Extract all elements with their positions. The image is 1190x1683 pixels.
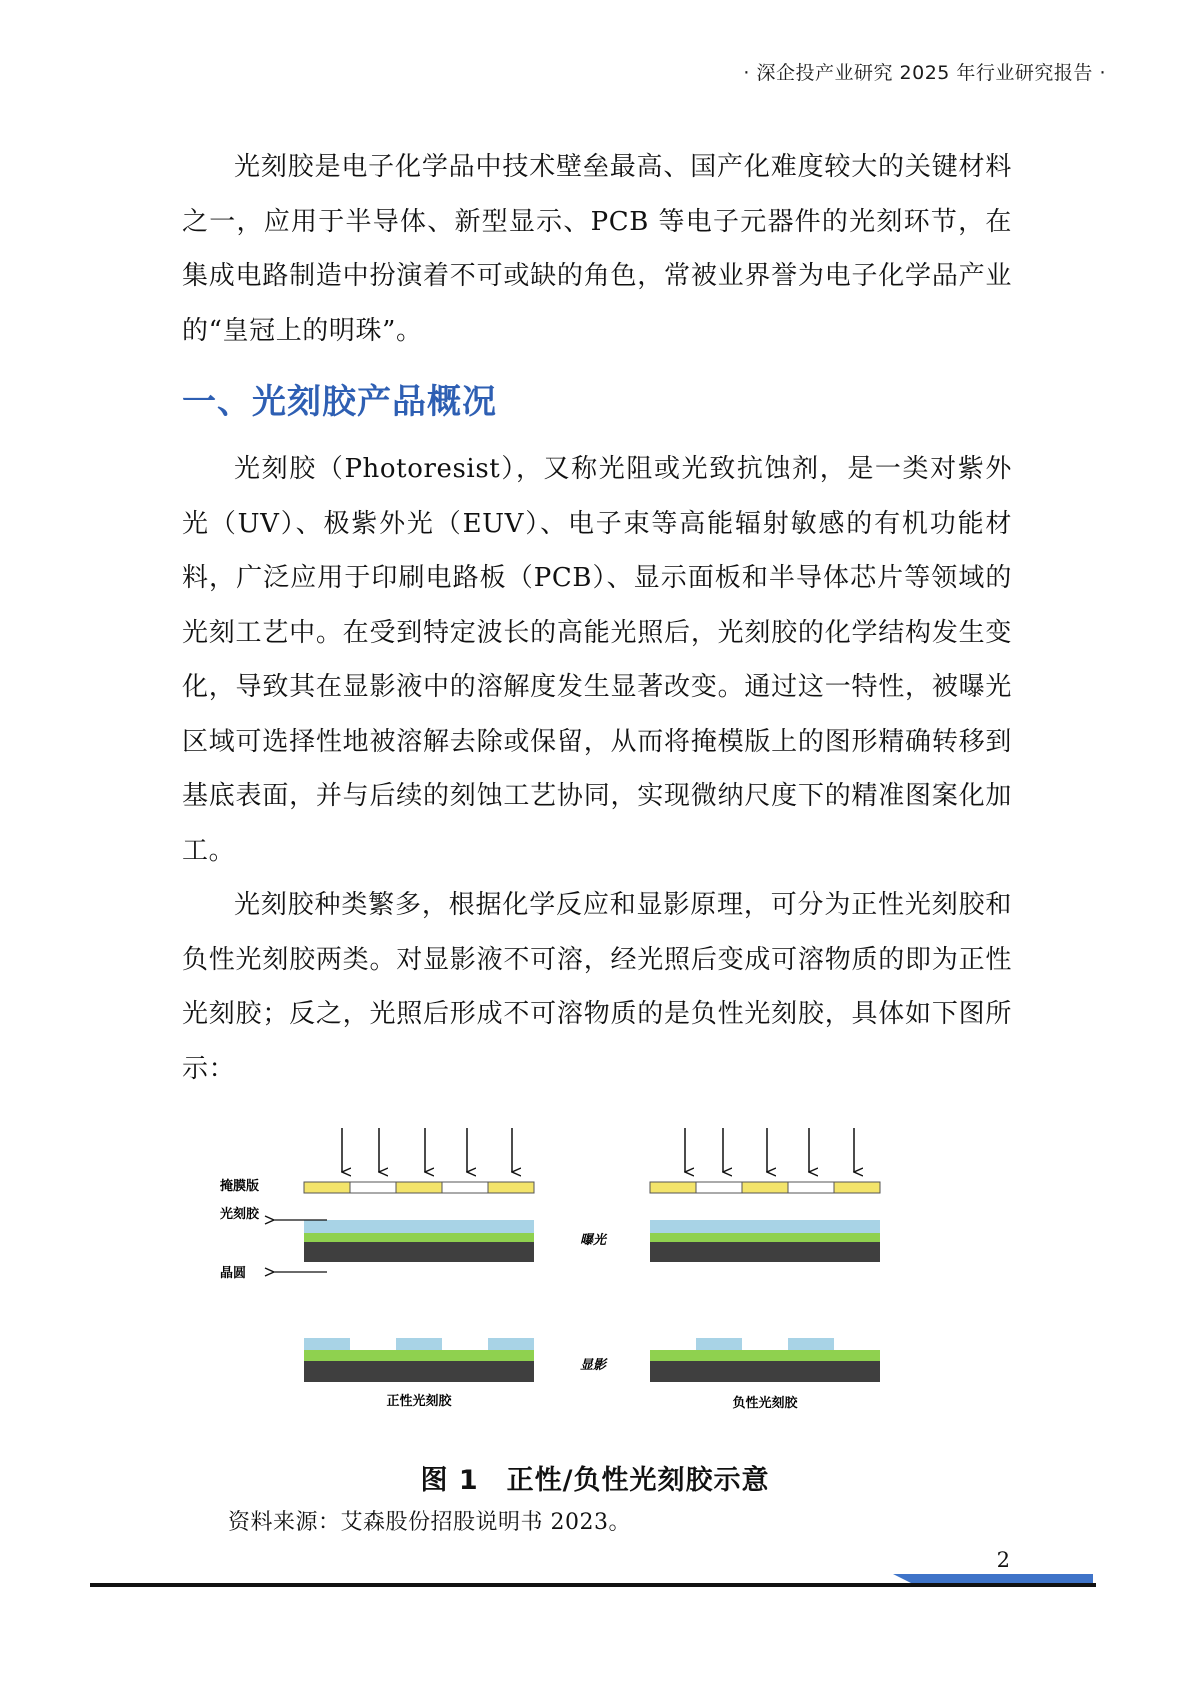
label-wafer: 晶圆 [220, 1266, 247, 1281]
diagram-svg [182, 1120, 977, 1442]
page-number: 2 [996, 1548, 1010, 1572]
label-develop: 显影 [580, 1358, 607, 1373]
definition-paragraph: 光刻胶（Photoresist），又称光阻或光致抗蚀剂，是一类对紫外光（UV）、极紫外光（EUV）、电子束等高能辐射敏感的有机功能材料，广泛应用于印刷电路板（PCB）、显示面板和半导体芯片等领域的光刻工艺中。在受到特定波长的高能光照后，光刻胶的化学结构发生变化，导致其在显影液中的溶解度发生显著改变。通过这一特性，被曝光区域可选择性地被溶解去除或保留，从而将掩模版上的图形精确转移到基底表面，并与后续的刻蚀工艺协同，实现微纳尺度下的精准图案化加工。 [182, 454, 1012, 866]
exposure-stack-positive [304, 1220, 534, 1262]
label-mask: 掩膜版 [220, 1179, 260, 1194]
developed-stack-positive [304, 1338, 534, 1382]
photoresist-diagram [182, 1120, 977, 1442]
footer-rule [90, 1583, 1096, 1587]
label-positive: 正性光刻胶 [386, 1394, 452, 1409]
types-paragraph: 光刻胶种类繁多，根据化学反应和显影原理，可分为正性光刻胶和负性光刻胶两类。对显影液不可溶，经光照后变成可溶物质的即为正性光刻胶；反之，光照后形成不可溶物质的是负性光刻胶，具体如下图所示： [182, 890, 1012, 1084]
developed-stack-negative [650, 1338, 880, 1382]
exposure-stack-negative [650, 1220, 880, 1262]
light-arrows-negative [685, 1128, 854, 1172]
running-header: · 深企投产业研究 2025 年行业研究报告 · [743, 62, 1106, 84]
section-heading: 一、光刻胶产品概况 [182, 382, 497, 422]
label-negative: 负性光刻胶 [732, 1396, 798, 1411]
caption-number: 图 1 [420, 1465, 479, 1496]
figure-caption [0, 1458, 1190, 1497]
light-arrows-positive [342, 1128, 512, 1172]
caption-text: 正性/负性光刻胶示意 [506, 1465, 770, 1496]
mask-positive [304, 1182, 534, 1193]
mask-negative [650, 1182, 880, 1193]
label-exposure: 曝光 [580, 1233, 607, 1248]
main-content [182, 140, 1012, 1096]
intro-paragraph: 光刻胶是电子化学品中技术壁垒最高、国产化难度较大的关键材料之一，应用于半导体、新型显示、PCB 等电子元器件的光刻环节，在集成电路制造中扮演着不可或缺的角色，常被业界誉为电子化学品产业的“皇冠上的明珠”。 [182, 152, 1012, 346]
source-note: 资料来源：艾森股份招股说明书 2023。 [228, 1510, 631, 1535]
label-photoresist: 光刻胶 [220, 1207, 260, 1222]
